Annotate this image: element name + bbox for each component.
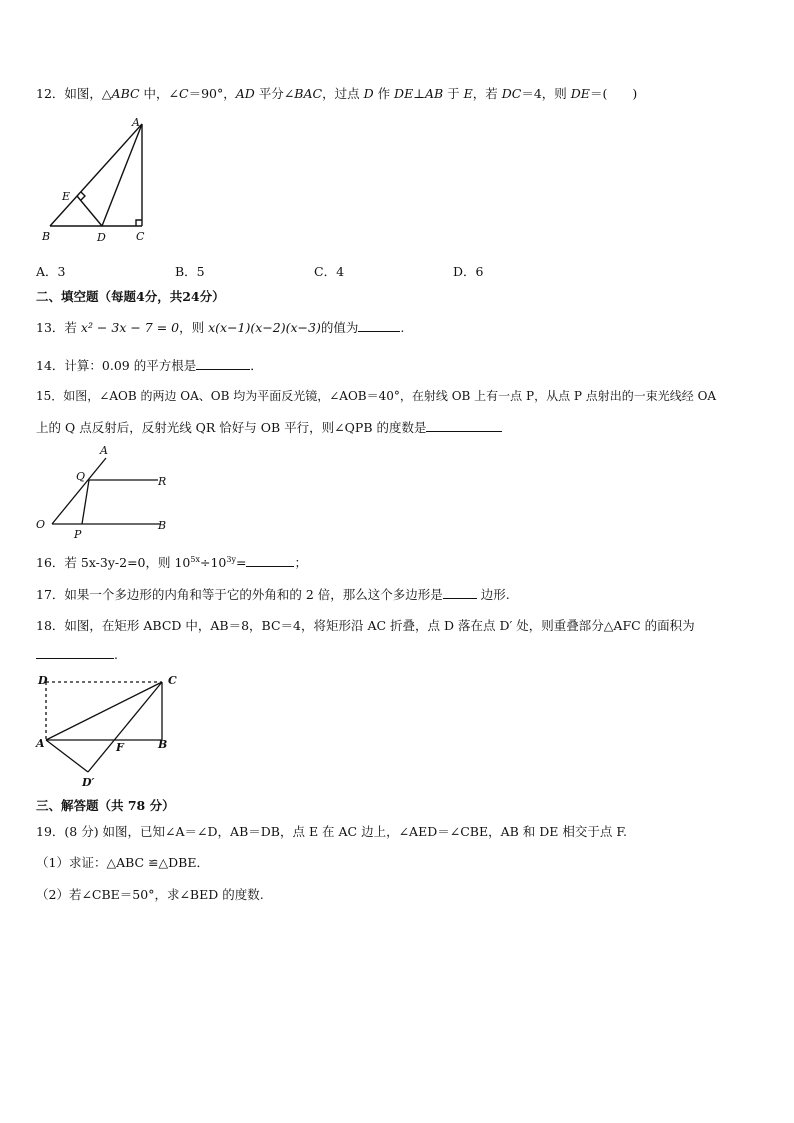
label-c: C xyxy=(136,230,145,243)
q17 xyxy=(36,585,510,603)
segment-cd-prime xyxy=(88,682,162,772)
q12-text: C xyxy=(179,86,189,101)
label-a: A xyxy=(36,737,45,750)
q18-line1: 18．如图，在矩形 ABCD 中，AB＝8，BC＝4，将矩形沿 AC 折叠，点 D 落在点 D′ 处，则重叠部分△AFC 的面积为 xyxy=(36,618,695,633)
q12-text: DE xyxy=(394,86,414,101)
q15-line1: 15．如图，∠AOB 的两边 OA、OB 均为平面反光镜，∠AOB＝40°，在射线 OB 上有一点 P，从点 P 点射出的一束光线经 OA xyxy=(36,389,717,403)
q12-stem xyxy=(36,84,637,102)
q12-text: AB xyxy=(424,86,444,101)
q18-answer-blank[interactable] xyxy=(36,646,114,659)
q12-figure xyxy=(36,112,166,247)
q12-text: △ xyxy=(101,86,112,101)
q12-text: ，若 xyxy=(472,86,502,101)
q13-text: . xyxy=(400,320,405,335)
q15-line2 xyxy=(36,418,502,436)
q12-text: DE xyxy=(570,86,590,101)
q15-text: 上的 Q 点反射后，反射光线 QR 恰好与 OB 平行，则∠QPB 的度数是 xyxy=(36,420,427,435)
q12-text: 平分 xyxy=(254,86,284,101)
q12-text: ＝( ) xyxy=(589,86,638,101)
label-b: B xyxy=(42,230,51,243)
label-a: A xyxy=(132,116,140,129)
q12-text: 如图， xyxy=(64,86,102,101)
q12-text: D xyxy=(363,86,374,101)
segment-ab xyxy=(50,124,142,226)
q16-text: 16．若 5x-3y-2=0，则 10 xyxy=(36,555,191,570)
label-a: A xyxy=(100,444,108,457)
q14 xyxy=(36,356,263,374)
q12-text: ，过点 xyxy=(322,86,364,101)
q12-text: 中， xyxy=(139,86,169,101)
q12-text: ＝4，则 xyxy=(521,86,571,101)
q12-text: ∠ xyxy=(283,86,295,101)
q16-text: = xyxy=(236,555,247,570)
q16 xyxy=(36,553,307,571)
q13-expression: x(x−1)(x−2)(x−3) xyxy=(208,320,321,335)
label-e: E xyxy=(62,190,71,203)
label-d: D xyxy=(38,674,48,687)
q13-text: ，则 xyxy=(179,320,209,335)
ray-oa xyxy=(52,458,106,524)
q13-equation: x² − 3x − 7 = 0 xyxy=(80,320,180,335)
q14-answer-blank[interactable] xyxy=(196,357,250,370)
label-d: D xyxy=(97,231,106,244)
section-2-title: 二、填空题（每题4分，共24分） xyxy=(36,289,225,304)
q13 xyxy=(36,318,404,336)
q12-text: AD xyxy=(235,86,255,101)
q16-exponent: 3y xyxy=(226,554,236,564)
label-q: Q xyxy=(76,470,86,483)
q18-figure xyxy=(34,670,184,790)
q12-option-b[interactable]: B．5 xyxy=(175,264,205,279)
segment-de xyxy=(77,196,102,226)
q14-text: ． xyxy=(250,358,263,373)
q12-text: ∠ xyxy=(168,86,180,101)
q18-line2 xyxy=(36,646,118,662)
q12-text: BAC xyxy=(294,86,323,101)
q17-text: 边形. xyxy=(476,587,510,602)
q13-answer-blank[interactable] xyxy=(358,319,400,332)
q19-part2: （2）若∠CBE＝50°，求∠BED 的度数. xyxy=(36,887,264,902)
q15-figure xyxy=(34,440,184,542)
label-p: P xyxy=(74,528,82,541)
q19-stem: 19．(8 分) 如图，已知∠A＝∠D，AB＝DB，点 E 在 AC 边上，∠AED＝∠CBE，AB 和 DE 相交于点 F. xyxy=(36,824,628,839)
segment-ad-prime xyxy=(46,740,88,772)
q15-answer-blank[interactable] xyxy=(426,419,502,432)
q16-text: ÷10 xyxy=(200,555,227,570)
label-r: R xyxy=(158,475,167,488)
q17-text: 17．如果一个多边形的内角和等于它的外角和的 2 倍，那么这个多边形是 xyxy=(36,587,443,602)
right-angle-mark-c xyxy=(136,220,142,226)
q12-text: 作 xyxy=(373,86,395,101)
label-o: O xyxy=(36,518,46,531)
label-b: B xyxy=(158,519,167,532)
q17-answer-blank[interactable] xyxy=(443,586,477,599)
section-3-title: 三、解答题（共 78 分） xyxy=(36,798,175,813)
q18-text: . xyxy=(114,647,118,662)
q12-option-c[interactable]: C．4 xyxy=(314,264,345,279)
right-angle-mark-e xyxy=(81,192,85,200)
q12-option-d[interactable]: D．6 xyxy=(453,264,484,279)
segment-ad xyxy=(102,124,142,226)
label-d-prime: D′ xyxy=(82,776,95,789)
q16-text: ； xyxy=(294,555,307,570)
q12-number: 12． xyxy=(36,86,65,101)
q12-option-a[interactable]: A．3 xyxy=(36,264,66,279)
q12-text: DC xyxy=(501,86,522,101)
q16-answer-blank[interactable] xyxy=(246,554,294,567)
label-c: C xyxy=(168,674,177,687)
q16-exponent: 5x xyxy=(190,554,200,564)
q13-text: 13．若 xyxy=(36,320,81,335)
q14-text: 14．计算：0.09 的平方根是 xyxy=(36,358,197,373)
q19-part1: （1）求证：△ABC ≌△DBE． xyxy=(36,855,209,870)
q12-text: ＝90°， xyxy=(188,86,236,101)
q12-text: ABC xyxy=(111,86,140,101)
label-b: B xyxy=(158,738,168,751)
q13-text: 的值为 xyxy=(320,320,359,335)
segment-ac xyxy=(46,682,162,740)
label-f: F xyxy=(116,741,124,754)
q12-text: 于 xyxy=(443,86,464,101)
q12-text: E xyxy=(463,86,473,101)
q12-text: ⊥ xyxy=(413,86,425,101)
